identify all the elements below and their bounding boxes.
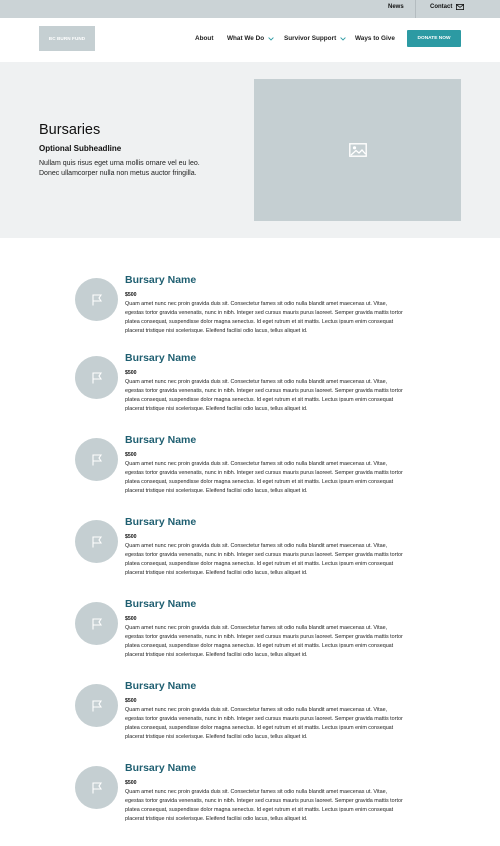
- bursary-avatar: [75, 278, 118, 321]
- flag-icon: [91, 372, 103, 384]
- bursary-avatar: [75, 602, 118, 645]
- page-title: Bursaries: [39, 122, 101, 138]
- bursary-title: Bursary Name: [125, 516, 197, 528]
- bursary-amount: $500: [125, 698, 137, 704]
- bursary-title: Bursary Name: [125, 680, 197, 692]
- flag-icon: [91, 536, 103, 548]
- bursary-description: Quam amet nunc nec proin gravida duis sit. Consectetur fames sit odio nulla blandit amet maecenas ut. Vitae, egestas tortor gravida venenatis, nunc in nibh. Integer sed cursus mauris purus laoreet. Semper gravida mattis tortor platea consequat, suspendisse dolor magna senectus. Id eget rutrum et sit mattis. Lectus ipsum enim consequat placerat tristique nisi scelerisque. Eleifend facilisi odio lacus, tellus aliquet id.: [125, 379, 403, 412]
- hero-subheadline: Optional Subheadline: [39, 144, 122, 153]
- nav-ways-to-give-label: Ways to Give: [355, 35, 395, 42]
- bursary-title: Bursary Name: [125, 274, 197, 286]
- site-logo[interactable]: BC BURN FUND: [39, 26, 95, 51]
- bursary-avatar: [75, 438, 118, 481]
- list-item: [0, 516, 500, 600]
- flag-icon: [91, 454, 103, 466]
- nav-what-we-do[interactable]: [227, 35, 274, 42]
- nav-about[interactable]: [195, 35, 213, 42]
- flag-icon: [91, 294, 103, 306]
- chevron-down-icon: [268, 37, 274, 41]
- bursary-title: Bursary Name: [125, 598, 197, 610]
- bursary-avatar: [75, 356, 118, 399]
- site-header: [0, 18, 500, 62]
- nav-what-we-do-label: What We Do: [227, 35, 265, 42]
- bursary-amount: $500: [125, 780, 137, 786]
- bursary-description: Quam amet nunc nec proin gravida duis sit. Consectetur fames sit odio nulla blandit amet maecenas ut. Vitae, egestas tortor gravida venenatis, nunc in nibh. Integer sed cursus mauris purus laoreet. Semper gravida mattis tortor platea consequat, suspendisse dolor magna senectus. Id eget rutrum et sit mattis. Lectus ipsum enim consequat placerat tristique nisi scelerisque. Eleifend facilisi odio lacus, tellus aliquet id.: [125, 707, 403, 740]
- bursary-amount: $500: [125, 452, 137, 458]
- list-item: [0, 352, 500, 436]
- list-item: [0, 598, 500, 682]
- flag-icon: [91, 700, 103, 712]
- utility-divider: [415, 0, 416, 18]
- flag-icon: [91, 618, 103, 630]
- bursary-title: Bursary Name: [125, 434, 197, 446]
- contact-link[interactable]: [430, 4, 464, 10]
- news-link[interactable]: News: [388, 4, 404, 10]
- list-item: [0, 274, 500, 358]
- list-item: [0, 434, 500, 518]
- bursary-description: Quam amet nunc nec proin gravida duis sit. Consectetur fames sit odio nulla blandit amet maecenas ut. Vitae, egestas tortor gravida venenatis, nunc in nibh. Integer sed cursus mauris purus laoreet. Semper gravida mattis tortor platea consequat, suspendisse dolor magna senectus. Id eget rutrum et sit mattis. Lectus ipsum enim consequat placerat tristique nisi scelerisque. Eleifend facilisi odio lacus, tellus aliquet id.: [125, 461, 403, 494]
- hero-body: Nullam quis risus eget urna mollis ornare vel eu leo. Donec ullamcorper nulla non metus auctor fringilla.: [39, 160, 200, 177]
- hero-image-placeholder: [254, 79, 461, 221]
- nav-survivor-support[interactable]: [284, 35, 346, 42]
- nav-ways-to-give[interactable]: [355, 35, 395, 42]
- bursary-description: Quam amet nunc nec proin gravida duis sit. Consectetur fames sit odio nulla blandit amet maecenas ut. Vitae, egestas tortor gravida venenatis, nunc in nibh. Integer sed cursus mauris purus laoreet. Semper gravida mattis tortor platea consequat, suspendisse dolor magna senectus. Id eget rutrum et sit mattis. Lectus ipsum enim consequat placerat tristique nisi scelerisque. Eleifend facilisi odio lacus, tellus aliquet id.: [125, 789, 403, 822]
- bursary-amount: $500: [125, 534, 137, 540]
- bursary-avatar: [75, 766, 118, 809]
- flag-icon: [91, 782, 103, 794]
- list-item: [0, 762, 500, 846]
- bursary-avatar: [75, 520, 118, 563]
- list-item: [0, 680, 500, 764]
- bursary-description: Quam amet nunc nec proin gravida duis sit. Consectetur fames sit odio nulla blandit amet maecenas ut. Vitae, egestas tortor gravida venenatis, nunc in nibh. Integer sed cursus mauris purus laoreet. Semper gravida mattis tortor platea consequat, suspendisse dolor magna senectus. Id eget rutrum et sit mattis. Lectus ipsum enim consequat placerat tristique nisi scelerisque. Eleifend facilisi odio lacus, tellus aliquet id.: [125, 543, 403, 576]
- bursary-description: Quam amet nunc nec proin gravida duis sit. Consectetur fames sit odio nulla blandit amet maecenas ut. Vitae, egestas tortor gravida venenatis, nunc in nibh. Integer sed cursus mauris purus laoreet. Semper gravida mattis tortor platea consequat, suspendisse dolor magna senectus. Id eget rutrum et sit mattis. Lectus ipsum enim consequat placerat tristique nisi scelerisque. Eleifend facilisi odio lacus, tellus aliquet id.: [125, 625, 403, 658]
- hero-section: [0, 62, 500, 238]
- bursary-amount: $500: [125, 370, 137, 376]
- donate-button[interactable]: DONATE NOW: [407, 30, 461, 47]
- bursary-avatar: [75, 684, 118, 727]
- bursary-amount: $500: [125, 616, 137, 622]
- bursary-title: Bursary Name: [125, 762, 197, 774]
- nav-survivor-support-label: Survivor Support: [284, 35, 337, 42]
- image-icon: [349, 143, 367, 157]
- contact-label: Contact: [430, 4, 453, 10]
- bursary-description: Quam amet nunc nec proin gravida duis sit. Consectetur fames sit odio nulla blandit amet maecenas ut. Vitae, egestas tortor gravida venenatis, nunc in nibh. Integer sed cursus mauris purus laoreet. Semper gravida mattis tortor platea consequat, suspendisse dolor magna senectus. Id eget rutrum et sit mattis. Lectus ipsum enim consequat placerat tristique nisi scelerisque. Eleifend facilisi odio lacus, tellus aliquet id.: [125, 301, 403, 334]
- chevron-down-icon: [340, 37, 346, 41]
- nav-about-label: About: [195, 35, 214, 42]
- bursary-amount: $500: [125, 292, 137, 298]
- utility-bar: [0, 0, 500, 18]
- bursary-title: Bursary Name: [125, 352, 197, 364]
- mail-icon: [456, 4, 464, 10]
